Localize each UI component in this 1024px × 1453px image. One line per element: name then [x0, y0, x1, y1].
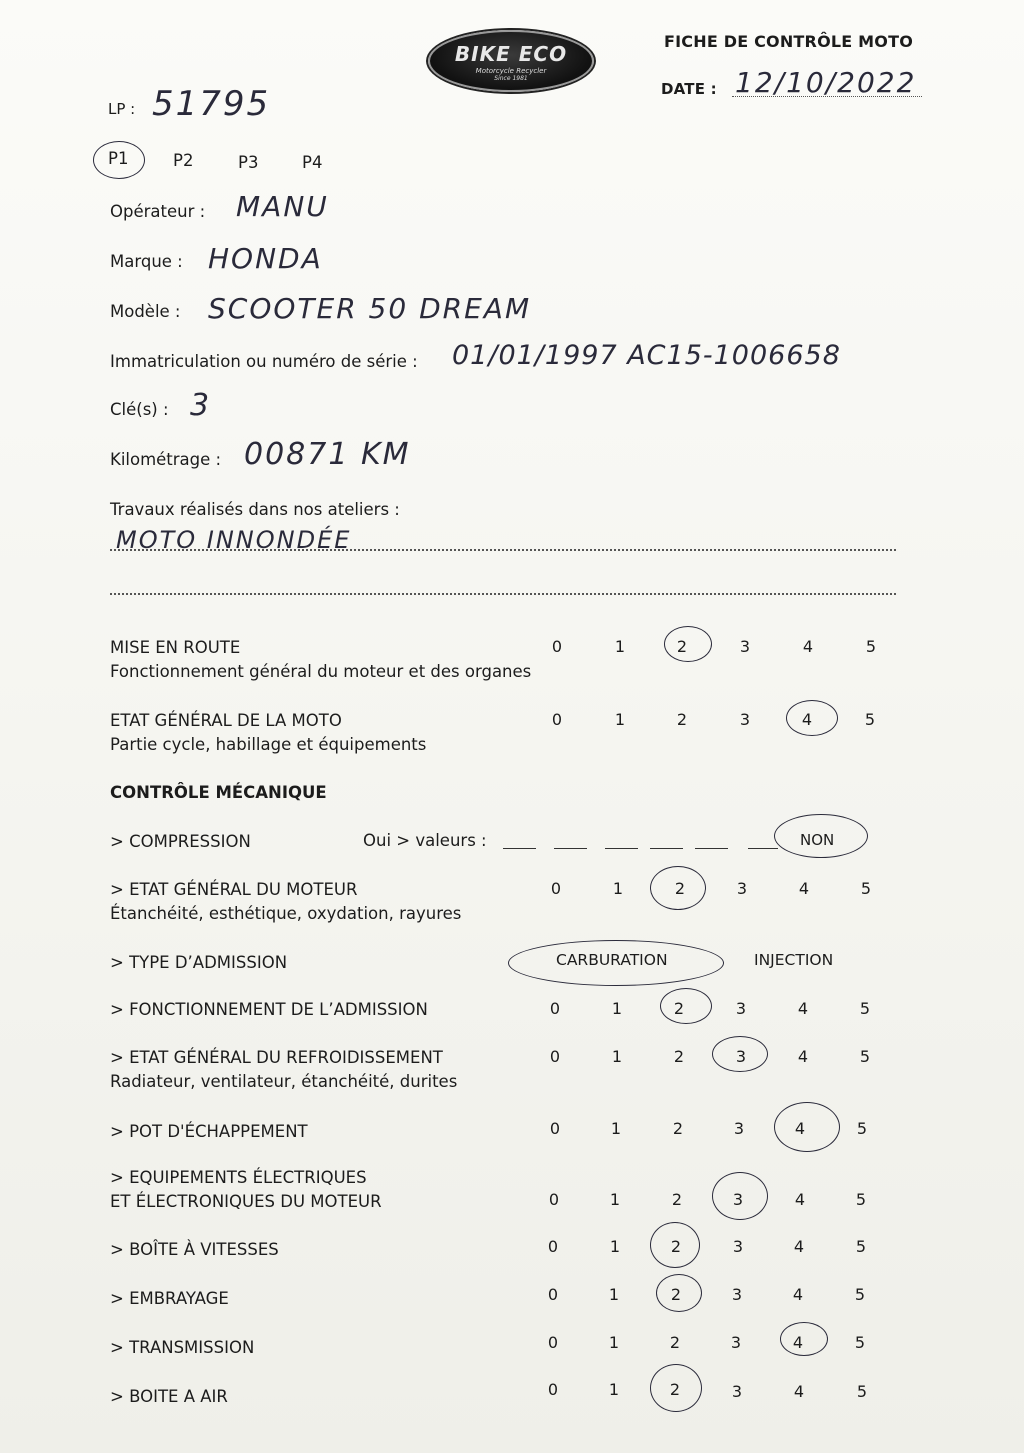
score-5[interactable]: 5	[859, 1047, 871, 1066]
score-2[interactable]: 2	[674, 879, 686, 898]
score-1[interactable]: 1	[609, 1237, 621, 1256]
score-0[interactable]: 0	[549, 999, 561, 1018]
score-1[interactable]: 1	[608, 1285, 620, 1304]
score-2[interactable]: 2	[670, 1237, 682, 1256]
brand-value[interactable]: HONDA	[208, 242, 323, 275]
mileage-value[interactable]: 00871 KM	[244, 437, 411, 472]
score-1[interactable]: 1	[614, 710, 626, 729]
rating-sub: ET ÉLECTRONIQUES DU MOTEUR	[110, 1192, 382, 1211]
score-1[interactable]: 1	[608, 1333, 620, 1352]
date-value[interactable]: 12/10/2022	[735, 66, 917, 99]
registration-value[interactable]: 01/01/1997 AC15-1006658	[452, 340, 841, 371]
score-3[interactable]: 3	[731, 1285, 743, 1304]
brand-label: Marque :	[110, 252, 183, 271]
score-1[interactable]: 1	[612, 879, 624, 898]
work-label: Travaux réalisés dans nos ateliers :	[110, 500, 400, 519]
mileage-label: Kilométrage :	[110, 450, 222, 469]
score-2[interactable]: 2	[671, 1190, 683, 1209]
rating-sub: Partie cycle, habillage et équipements	[110, 735, 427, 754]
score-2[interactable]: 2	[673, 1047, 685, 1066]
score-0[interactable]: 0	[547, 1380, 559, 1399]
score-1[interactable]: 1	[614, 637, 626, 656]
score-1[interactable]: 1	[610, 1119, 622, 1138]
model-label: Modèle :	[110, 302, 181, 321]
rating-sub: Étanchéité, esthétique, oxydation, rayures	[110, 904, 462, 923]
score-0[interactable]: 0	[547, 1333, 559, 1352]
rating-label: MISE EN ROUTE	[110, 638, 241, 657]
score-0[interactable]: 0	[549, 1047, 561, 1066]
score-4[interactable]: 4	[794, 1190, 806, 1209]
position-p1[interactable]: P1	[108, 149, 129, 168]
score-2[interactable]: 2	[669, 1380, 681, 1399]
selected-score-circle	[774, 1102, 840, 1152]
selected-score-circle	[786, 700, 838, 736]
compression-no-option[interactable]: NON	[800, 831, 835, 849]
score-2[interactable]: 2	[676, 637, 688, 656]
selected-score-circle	[650, 866, 706, 910]
score-0[interactable]: 0	[547, 1237, 559, 1256]
compression-value-blank-1[interactable]	[503, 848, 536, 849]
score-3[interactable]: 3	[735, 999, 747, 1018]
score-3[interactable]: 3	[735, 1047, 747, 1066]
rating-label: > FONCTIONNEMENT DE L’ADMISSION	[110, 1000, 428, 1019]
score-4[interactable]: 4	[801, 710, 813, 729]
score-4[interactable]: 4	[793, 1382, 805, 1401]
keys-label: Clé(s) :	[110, 400, 169, 419]
score-3[interactable]: 3	[739, 637, 751, 656]
registration-label: Immatriculation ou numéro de série :	[110, 352, 418, 371]
score-3[interactable]: 3	[732, 1190, 744, 1209]
score-3[interactable]: 3	[739, 710, 751, 729]
compression-values-label: Oui > valeurs :	[363, 831, 487, 850]
keys-value[interactable]: 3	[190, 388, 212, 423]
score-5[interactable]: 5	[855, 1190, 867, 1209]
rating-label: > ETAT GÉNÉRAL DU REFROIDISSEMENT	[110, 1048, 443, 1067]
score-0[interactable]: 0	[551, 637, 563, 656]
score-2[interactable]: 2	[670, 1285, 682, 1304]
intake-type-label: > TYPE D’ADMISSION	[110, 953, 288, 972]
operator-value[interactable]: MANU	[236, 190, 329, 223]
lp-label: LP :	[108, 100, 136, 118]
rating-sub: Radiateur, ventilateur, étanchéité, durites	[110, 1072, 458, 1091]
selected-score-circle	[712, 1036, 768, 1072]
score-3[interactable]: 3	[736, 879, 748, 898]
score-4[interactable]: 4	[792, 1333, 804, 1352]
score-4[interactable]: 4	[794, 1119, 806, 1138]
score-3[interactable]: 3	[731, 1382, 743, 1401]
score-0[interactable]: 0	[550, 879, 562, 898]
compression-label: > COMPRESSION	[110, 832, 251, 851]
selected-score-circle	[650, 1222, 700, 1268]
selected-score-circle	[660, 988, 712, 1024]
intake-selected-circle	[508, 940, 724, 986]
position-p3[interactable]: P3	[238, 153, 259, 172]
selected-position-circle	[93, 141, 145, 179]
score-0[interactable]: 0	[549, 1119, 561, 1138]
logo-subtitle: Motorcycle Recycler	[475, 67, 547, 75]
score-5[interactable]: 5	[856, 1119, 868, 1138]
form-title: FICHE DE CONTRÔLE MOTO	[664, 32, 914, 51]
score-5[interactable]: 5	[865, 637, 877, 656]
rating-label: > BOÎTE À VITESSES	[110, 1240, 279, 1259]
score-5[interactable]: 5	[855, 1237, 867, 1256]
score-0[interactable]: 0	[547, 1285, 559, 1304]
lp-value[interactable]: 51795	[152, 84, 271, 124]
score-5[interactable]: 5	[856, 1382, 868, 1401]
score-2[interactable]: 2	[672, 1119, 684, 1138]
rating-sub: Fonctionnement général du moteur et des organes	[110, 662, 532, 681]
work-line-2	[110, 593, 896, 595]
rating-label: > EQUIPEMENTS ÉLECTRIQUES	[110, 1168, 367, 1187]
score-4[interactable]: 4	[792, 1285, 804, 1304]
model-value[interactable]: SCOOTER 50 DREAM	[208, 292, 532, 325]
logo-text: BIKE ECO	[454, 42, 568, 66]
compression-no-circle	[774, 814, 868, 858]
bike-eco-logo	[428, 30, 594, 92]
selected-score-circle	[656, 1274, 702, 1312]
compression-value-blank-4[interactable]	[650, 848, 683, 849]
score-1[interactable]: 1	[611, 999, 623, 1018]
work-line-1	[110, 549, 896, 551]
date-label: DATE :	[661, 80, 717, 98]
score-5[interactable]: 5	[854, 1333, 866, 1352]
selected-score-circle	[712, 1172, 768, 1220]
rating-label: > ETAT GÉNÉRAL DU MOTEUR	[110, 880, 358, 899]
score-5[interactable]: 5	[859, 999, 871, 1018]
score-4[interactable]: 4	[797, 999, 809, 1018]
rating-label: > POT D'ÉCHAPPEMENT	[110, 1122, 308, 1141]
rating-label: ETAT GÉNÉRAL DE LA MOTO	[110, 711, 342, 730]
score-2[interactable]: 2	[669, 1333, 681, 1352]
score-4[interactable]: 4	[802, 637, 814, 656]
score-1[interactable]: 1	[611, 1047, 623, 1066]
intake-option-carburation[interactable]: CARBURATION	[556, 951, 668, 969]
rating-label: > EMBRAYAGE	[110, 1289, 229, 1308]
compression-value-blank-3[interactable]	[605, 848, 638, 849]
operator-label: Opérateur :	[110, 202, 206, 221]
score-5[interactable]: 5	[860, 879, 872, 898]
rating-label: > TRANSMISSION	[110, 1338, 255, 1357]
score-1[interactable]: 1	[609, 1190, 621, 1209]
selected-score-circle	[780, 1322, 828, 1356]
score-1[interactable]: 1	[608, 1380, 620, 1399]
score-4[interactable]: 4	[798, 879, 810, 898]
score-3[interactable]: 3	[732, 1237, 744, 1256]
intake-option-injection[interactable]: INJECTION	[754, 951, 834, 969]
score-2[interactable]: 2	[676, 710, 688, 729]
compression-value-blank-5[interactable]	[695, 848, 728, 849]
compression-value-blank-2[interactable]	[554, 848, 587, 849]
rating-label: > BOITE A AIR	[110, 1387, 228, 1406]
position-p4[interactable]: P4	[302, 153, 323, 172]
position-p2[interactable]: P2	[173, 151, 194, 170]
score-3[interactable]: 3	[733, 1119, 745, 1138]
score-5[interactable]: 5	[864, 710, 876, 729]
score-4[interactable]: 4	[797, 1047, 809, 1066]
work-value[interactable]: MOTO INNONDÉE	[116, 526, 352, 554]
score-2[interactable]: 2	[673, 999, 685, 1018]
score-0[interactable]: 0	[551, 710, 563, 729]
score-0[interactable]: 0	[548, 1190, 560, 1209]
compression-value-blank-6[interactable]	[748, 848, 778, 849]
logo-since: Since 1981	[494, 75, 528, 82]
score-3[interactable]: 3	[730, 1333, 742, 1352]
selected-score-circle	[650, 1364, 702, 1412]
selected-score-circle	[664, 626, 712, 662]
score-5[interactable]: 5	[854, 1285, 866, 1304]
score-4[interactable]: 4	[793, 1237, 805, 1256]
section-title-mechanical: CONTRÔLE MÉCANIQUE	[110, 783, 327, 802]
